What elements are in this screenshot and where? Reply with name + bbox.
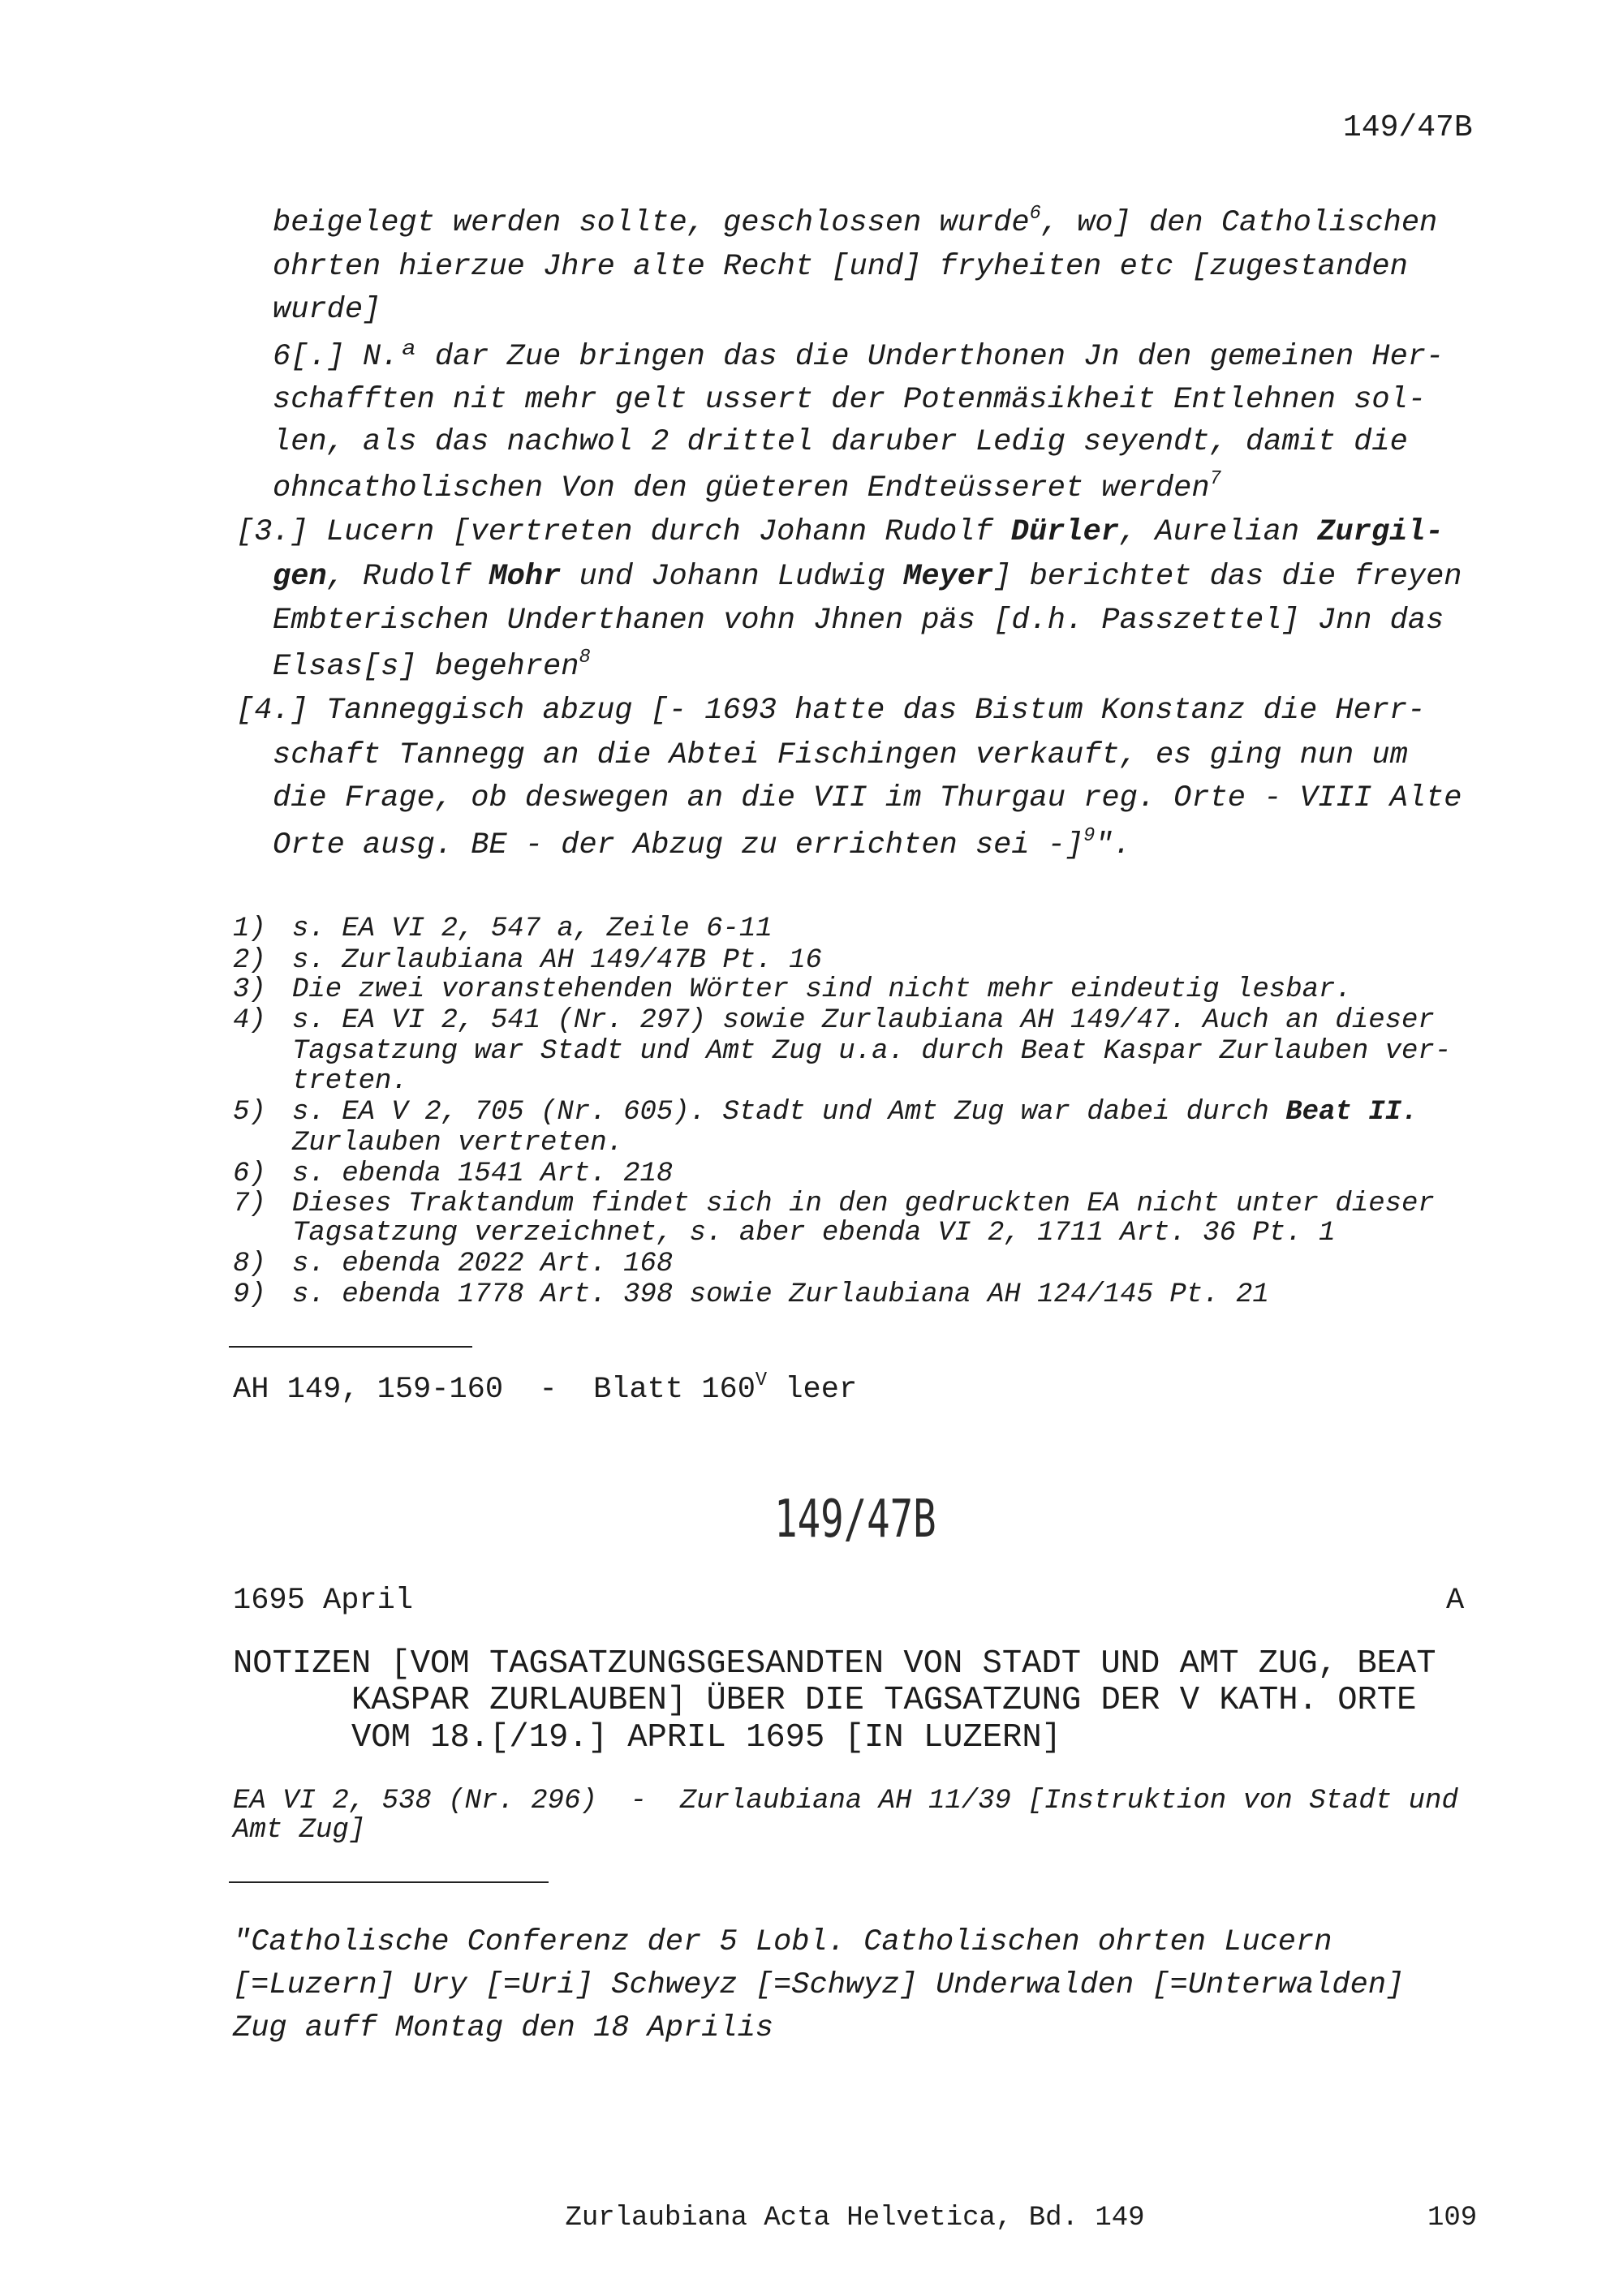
body-text: ". [1095,828,1131,862]
body-line [273,203,1437,243]
footnote-text-segment: Dieses Traktandum findet sich in den gedruckten EA nicht unter dieser [292,1189,1435,1219]
footnote-text-segment: Tagsatzung verzeichnet, s. aber ebenda VI 2, 1711 Art. 36 Pt. 1 [292,1218,1336,1249]
footnote-text-segment: treten. [292,1066,408,1097]
body-line [273,778,1462,819]
footnote-reference: 6 [1029,203,1041,226]
footnote-text [292,1128,623,1159]
divider-rule [229,1881,549,1883]
footnote-marker: 5) [233,1097,266,1128]
footnote-marker: 2) [233,945,266,976]
entry-number: 149/47B [773,1490,936,1550]
body-text: ohrten hierzue Jhre alte Recht [und] fryheiten etc [zugestanden [273,250,1408,284]
archive-note-text: leer [767,1373,858,1407]
footnote-text-segment: s. EA VI 2, 541 (Nr. 297) sowie Zurlaubiana AH 149/47. Auch an dieser [292,1005,1435,1036]
person-name: gen [273,560,327,594]
footnote-text [292,1097,1418,1128]
verso-mark: V [755,1369,768,1392]
footnote-text [292,914,773,944]
entry-date: 1695 April [233,1584,414,1618]
entry-heading-line: KASPAR ZURLAUBEN] ÜBER DIE TAGSATZUNG DER V KATH. ORTE [351,1682,1417,1719]
footnote-text [292,1279,1269,1310]
footnote-reference: 7 [1209,468,1221,491]
footnote-text-segment: s. EA VI 2, 547 a, Zeile 6-11 [292,914,773,944]
footnote-text-segment: Zurlauben vertreten. [292,1128,624,1159]
footer-series-title: Zurlaubiana Acta Helvetica, Bd. 149 [565,2203,1145,2234]
footnote-marker: 9) [233,1279,266,1310]
body-text: , Rudolf [326,560,489,594]
body-line [273,337,1444,377]
source-reference-line: Amt Zug] [233,1815,366,1846]
body-text: [4.] Tanneggisch abzug [- 1693 hatte das Bistum Konstanz die Herr- [236,694,1426,728]
footnote-marker: 7) [233,1189,266,1219]
body-text: Elsas[s] begehren [273,650,579,684]
body-line [273,422,1408,462]
footnote-text [292,1159,673,1189]
footnote-marker: 1) [233,914,266,944]
body-line [273,247,1408,287]
body-line [236,512,1444,553]
footnote-reference: 8 [579,647,591,669]
footnote-text [292,1249,673,1279]
footnote-text-segment: s. ebenda 1541 Art. 218 [292,1159,674,1189]
quoted-text-line: [=Luzern] Ury [=Uri] Schweyz [=Schwyz] Underwalden [=Unterwalden] [233,1968,1405,2002]
body-text: schafften nit mehr gelt ussert der Potenmäsikheit Entlehnen sol- [273,383,1427,417]
footnote-marker: 4) [233,1005,266,1036]
entry-heading-line: VOM 18.[/19.] APRIL 1695 [IN LUZERN] [351,1719,1061,1756]
body-line [273,468,1221,509]
body-text: schaft Tannegg an die Abtei Fischingen verkauft, es ging nun um [273,738,1408,772]
body-line [273,600,1444,641]
footnote-text [292,1005,1435,1036]
body-text: Orte ausg. BE - der Abzug zu errichten sei -] [273,828,1084,862]
body-text: wurde] [273,293,381,327]
body-line [236,690,1425,731]
footnote-text [292,1066,408,1097]
body-text: ] berichtet das die freyen [993,560,1462,594]
footnote-text [292,945,822,976]
body-text: len, als das nachwol 2 drittel daruber Ledig seyendt, damit die [273,425,1408,459]
person-name: Zurgil- [1317,515,1444,549]
entry-heading-line: NOTIZEN [VOM TAGSATZUNGSGESANDTEN VON STADT UND AMT ZUG, BEAT [233,1645,1436,1683]
person-name: Dürler [1010,515,1119,549]
body-line [273,380,1426,420]
footnote-text-segment: Die zwei voranstehenden Wörter sind nicht mehr eindeutig lesbar. [292,974,1352,1005]
body-line [273,557,1462,597]
person-name: Meyer [903,560,994,594]
entry-number-row [233,1491,1477,1562]
source-reference-line: EA VI 2, 538 (Nr. 296) - Zurlaubiana AH 11/39 [Instruktion von Stadt und [233,1786,1458,1817]
archive-note-text: AH 149, 159-160 - Blatt 160 [233,1373,756,1407]
footnote-text [292,1218,1335,1249]
quoted-text-line: "Catholische Conferenz der 5 Lobl. Catholischen ohrten Lucern [233,1925,1332,1959]
footnote-marker: 6) [233,1159,266,1189]
body-line [273,825,1131,866]
body-line [273,647,591,687]
body-text: ohncatholischen Von den güeteren Endteüsseret werden [273,471,1210,505]
archive-note [233,1369,857,1410]
page-number: 109 [1427,2203,1478,2234]
person-name: Beat II. [1285,1097,1419,1128]
footnote-text [292,974,1352,1005]
footnote-text [292,1189,1435,1219]
body-text: die Frage, ob deswegen an die VII im Thurgau reg. Orte - VIII Alte [273,781,1462,815]
body-line [273,735,1408,776]
footnote-text [292,1036,1451,1067]
footnote-text-segment: s. EA V 2, 705 (Nr. 605). Stadt und Amt Zug war dabei durch [292,1097,1286,1128]
body-text: und Johann Ludwig [561,560,904,594]
footnote-reference: 9 [1083,825,1096,848]
quoted-text-line: Zug auff Montag den 18 Aprilis [233,2011,774,2045]
person-name: Mohr [489,560,562,594]
body-line [273,290,381,330]
footnote-marker: 3) [233,974,266,1005]
footnote-text-segment: s. ebenda 2022 Art. 168 [292,1249,674,1279]
body-text: , Aurelian [1119,515,1318,549]
body-text: [3.] Lucern [vertreten durch Johann Rudolf [236,515,1011,549]
entry-category: A [1446,1584,1465,1618]
body-text: beigelegt werden sollte, geschlossen wurde [273,206,1030,240]
running-head: 149/47B [1343,110,1473,145]
body-text: Embterischen Underthanen vohn Jhnen päs [d.h. Passzettel] Jnn das [273,604,1444,638]
footnote-marker: 8) [233,1249,266,1279]
body-text: , wo] den Catholischen [1040,206,1438,240]
divider-rule [229,1346,472,1348]
footnote-text-segment: Tagsatzung war Stadt und Amt Zug u.a. durch Beat Kaspar Zurlauben ver- [292,1036,1452,1067]
footnote-text-segment: s. ebenda 1778 Art. 398 sowie Zurlaubiana AH 124/145 Pt. 21 [292,1279,1269,1310]
footnote-text-segment: s. Zurlaubiana AH 149/47B Pt. 16 [292,945,822,976]
body-text: 6[.] N.ª dar Zue bringen das die Underthonen Jn den gemeinen Her- [273,340,1444,374]
